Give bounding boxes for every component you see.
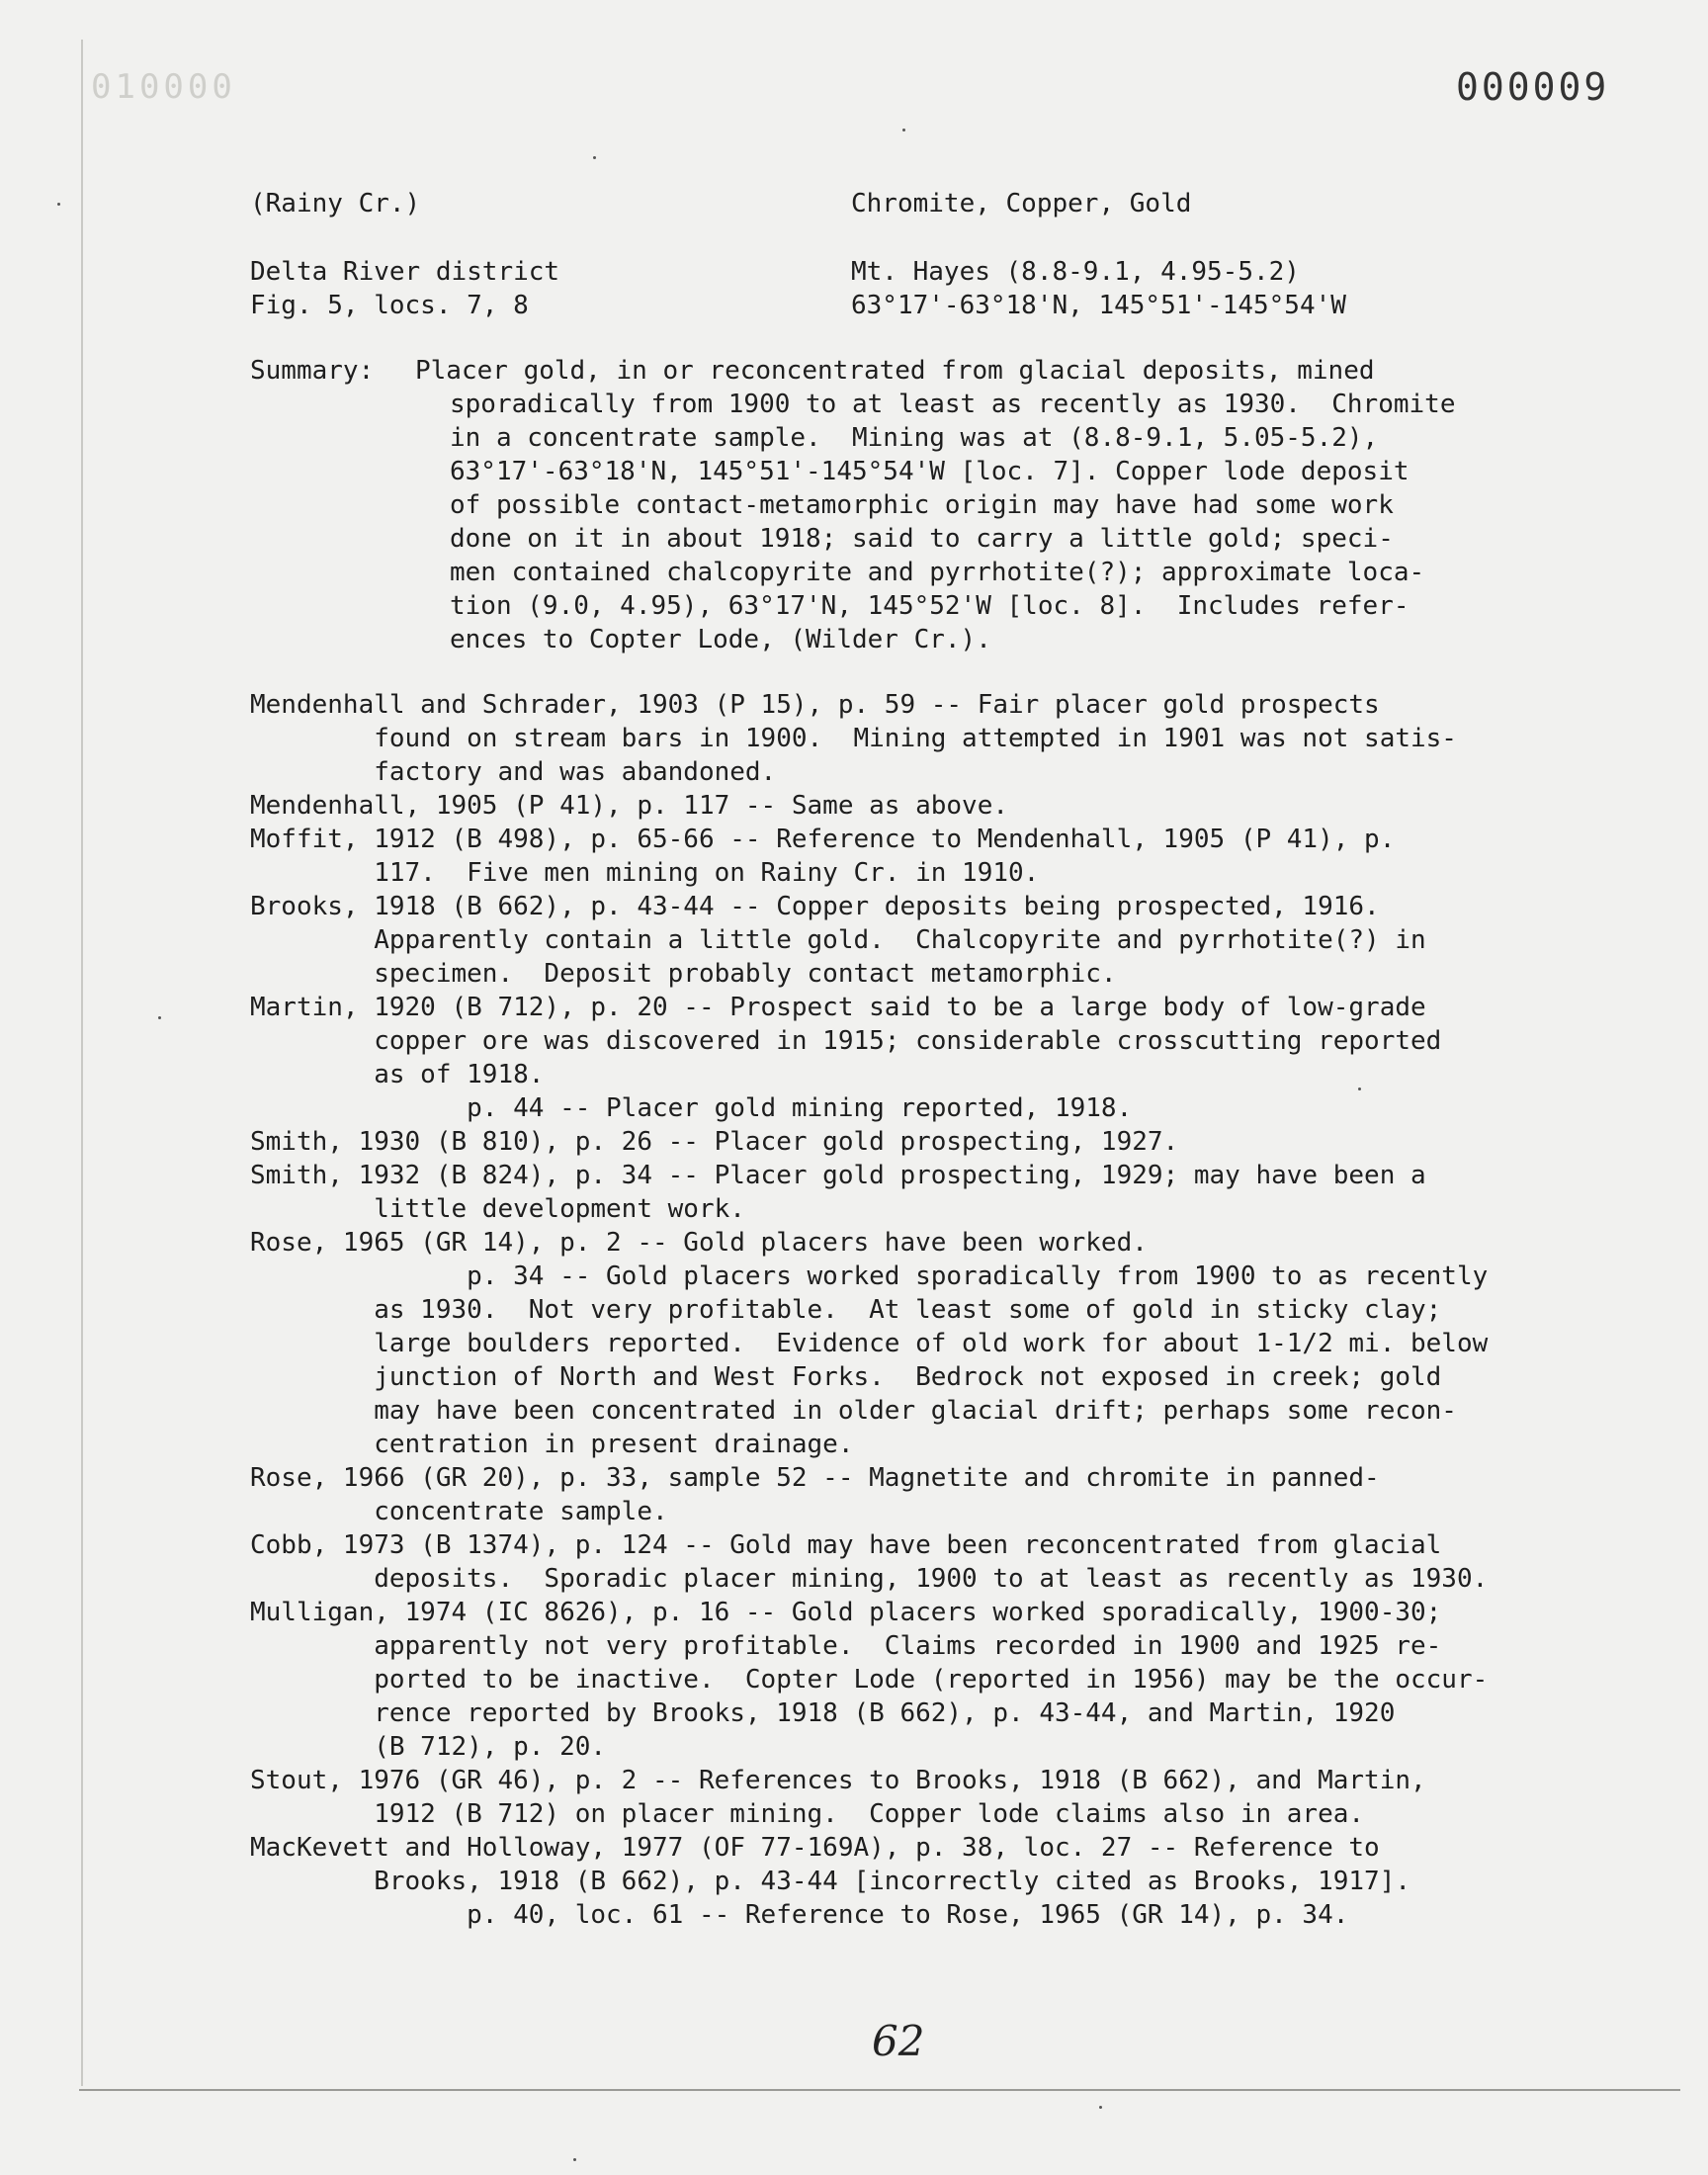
commodities: Chromite, Copper, Gold (851, 189, 1192, 218)
summary-label: Summary: (250, 356, 375, 386)
reference-line: ported to be inactive. Copter Lode (reported in 1956) may be the occur- (250, 1665, 1489, 1695)
reference-line: Stout, 1976 (GR 46), p. 2 -- References to Brooks, 1918 (B 662), and Martin, (250, 1766, 1426, 1795)
reference-line: p. 40, loc. 61 -- Reference to Rose, 1965 (GR 14), p. 34. (250, 1900, 1349, 1930)
reference-line: Mendenhall, 1905 (P 41), p. 117 -- Same as above. (250, 791, 1009, 821)
reference-line: as 1930. Not very profitable. At least some of gold in sticky clay; (250, 1295, 1442, 1325)
scan-speck (1099, 2106, 1102, 2109)
reference-line: found on stream bars in 1900. Mining attempted in 1901 was not satis- (250, 724, 1457, 753)
summary-line: tion (9.0, 4.95), 63°17'N, 145°52'W [loc. 8]. Includes refer- (450, 591, 1409, 621)
reference-line: deposits. Sporadic placer mining, 1900 to at least as recently as 1930. (250, 1564, 1489, 1594)
reference-line: Cobb, 1973 (B 1374), p. 124 -- Gold may have been reconcentrated from glacial (250, 1530, 1442, 1560)
summary-line: 63°17'-63°18'N, 145°51'-145°54'W [loc. 7]. Copper lode deposit (450, 457, 1409, 486)
bleed-through-number: 010000 (91, 67, 236, 107)
summary-line: done on it in about 1918; said to carry a little gold; speci- (450, 524, 1394, 554)
summary-line: men contained chalcopyrite and pyrrhotite(?); approximate loca- (450, 558, 1425, 587)
reference-line: Martin, 1920 (B 712), p. 20 -- Prospect said to be a large body of low-grade (250, 993, 1426, 1022)
page-number: 62 (872, 2017, 925, 2065)
reference-line: (B 712), p. 20. (250, 1732, 607, 1762)
reference-line: centration in present drainage. (250, 1430, 854, 1459)
scan-speck (902, 129, 905, 131)
summary-line: sporadically from 1900 to at least as recently as 1930. Chromite (450, 390, 1456, 419)
reference-line: Apparently contain a little gold. Chalcopyrite and pyrrhotite(?) in (250, 925, 1426, 955)
quadrangle: Mt. Hayes (8.8-9.1, 4.95-5.2) (851, 257, 1300, 287)
figure-reference: Fig. 5, locs. 7, 8 (250, 291, 529, 320)
reference-line: large boulders reported. Evidence of old work for about 1-1/2 mi. below (250, 1329, 1489, 1358)
reference-line: Mulligan, 1974 (IC 8626), p. 16 -- Gold placers worked sporadically, 1900-30; (250, 1598, 1442, 1627)
reference-line: rence reported by Brooks, 1918 (B 662), p. 43-44, and Martin, 1920 (250, 1698, 1396, 1728)
reference-line: Smith, 1930 (B 810), p. 26 -- Placer gold prospecting, 1927. (250, 1127, 1179, 1157)
reference-line: Mendenhall and Schrader, 1903 (P 15), p. 59 -- Fair placer gold prospects (250, 690, 1380, 720)
scan-speck (1358, 1088, 1361, 1090)
reference-line: Smith, 1932 (B 824), p. 34 -- Placer gold prospecting, 1929; may have been a (250, 1161, 1426, 1190)
page-edge-shadow (81, 40, 83, 2086)
deposit-name: (Rainy Cr.) (250, 189, 421, 218)
reference-line: 1912 (B 712) on placer mining. Copper lode claims also in area. (250, 1799, 1365, 1829)
reference-line: MacKevett and Holloway, 1977 (OF 77-169A), p. 38, loc. 27 -- Reference to (250, 1833, 1380, 1863)
reference-line: Rose, 1966 (GR 20), p. 33, sample 52 -- Magnetite and chromite in panned- (250, 1463, 1380, 1493)
scan-speck (158, 1016, 161, 1019)
summary-line: in a concentrate sample. Mining was at (8.8-9.1, 5.05-5.2), (450, 423, 1379, 453)
reference-line: little development work. (250, 1194, 745, 1224)
reference-line: junction of North and West Forks. Bedrock not exposed in creek; gold (250, 1362, 1442, 1392)
bottom-edge-rule (79, 2089, 1680, 2091)
reference-line: Brooks, 1918 (B 662), p. 43-44 -- Copper deposits being prospected, 1916. (250, 892, 1380, 921)
scan-speck (573, 2158, 576, 2161)
reference-line: 117. Five men mining on Rainy Cr. in 1910. (250, 858, 1040, 888)
reference-line: Brooks, 1918 (B 662), p. 43-44 [incorrectly cited as Brooks, 1917]. (250, 1867, 1410, 1896)
district: Delta River district (250, 257, 560, 287)
reference-line: concentrate sample. (250, 1497, 668, 1526)
reference-line: Rose, 1965 (GR 14), p. 2 -- Gold placers have been worked. (250, 1228, 1148, 1258)
coordinates: 63°17'-63°18'N, 145°51'-145°54'W (851, 291, 1346, 320)
summary-line: of possible contact-metamorphic origin may have had some work (450, 490, 1394, 520)
reference-line: copper ore was discovered in 1915; considerable crosscutting reported (250, 1026, 1442, 1056)
reference-line: Moffit, 1912 (B 498), p. 65-66 -- Reference to Mendenhall, 1905 (P 41), p. (250, 825, 1396, 854)
summary-line: ences to Copter Lode, (Wilder Cr.). (450, 625, 991, 654)
scan-speck (593, 156, 596, 159)
reference-line: specimen. Deposit probably contact metamorphic. (250, 959, 1117, 989)
document-number: 000009 (1456, 65, 1610, 109)
reference-line: as of 1918. (250, 1060, 545, 1089)
reference-line: p. 44 -- Placer gold mining reported, 1918. (250, 1093, 1133, 1123)
reference-line: apparently not very profitable. Claims recorded in 1900 and 1925 re- (250, 1631, 1442, 1661)
scan-speck (57, 203, 60, 206)
reference-line: may have been concentrated in older glacial drift; perhaps some recon- (250, 1396, 1457, 1426)
reference-line: factory and was abandoned. (250, 757, 777, 787)
summary-line: Placer gold, in or reconcentrated from glacial deposits, mined (415, 356, 1375, 386)
reference-line: p. 34 -- Gold placers worked sporadically from 1900 to as recently (250, 1262, 1489, 1291)
